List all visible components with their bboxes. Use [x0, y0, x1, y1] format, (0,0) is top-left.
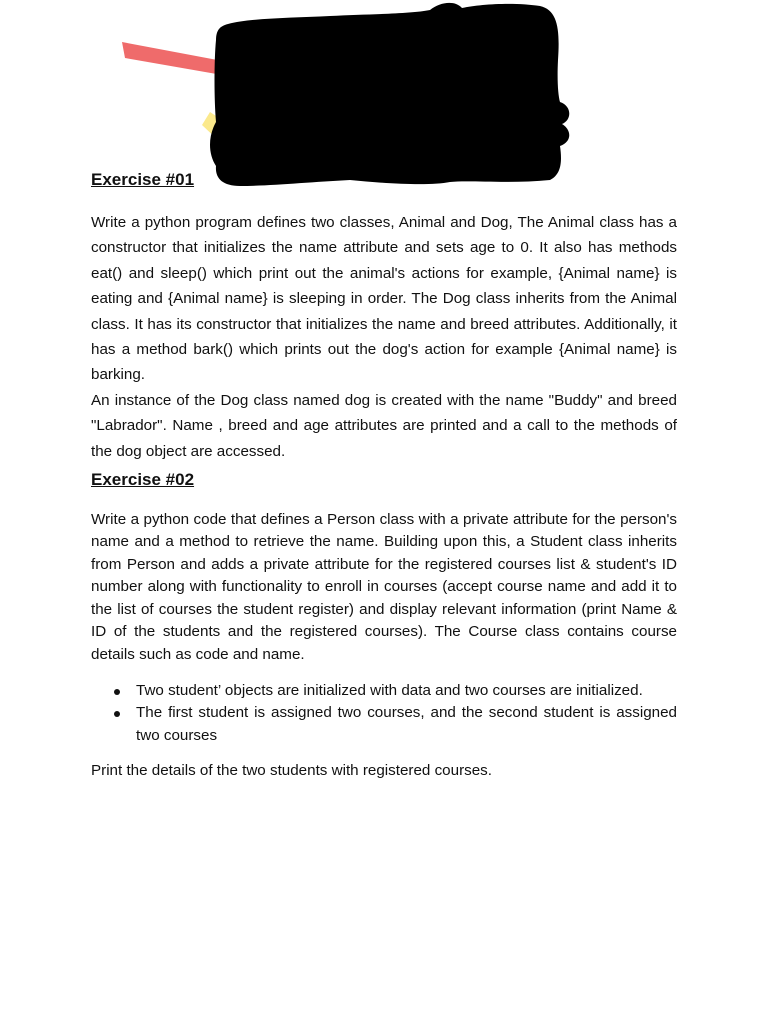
document-content	[91, 168, 677, 783]
redaction-block	[210, 3, 569, 186]
exercise-1-paragraph-2: An instance of the Dog class named dog is created with the name "Buddy" and breed "Labrador". Name , breed and age attributes are printed and a call to the methods of the dog object are accessed.	[91, 391, 677, 460]
list-item	[91, 680, 677, 702]
list-item	[91, 702, 677, 747]
exercise-2-heading: Exercise #02	[91, 470, 195, 490]
bullet-icon	[114, 711, 120, 717]
bullet-icon	[114, 689, 120, 695]
exercise-1-heading: Exercise #01	[91, 170, 195, 189]
requirements-list	[91, 680, 677, 747]
list-item-text: Two student’ objects are initialized with data and two courses are initialized.	[136, 681, 643, 699]
list-item-text: The first student is assigned two courses, and the second student is assigned two courses	[136, 704, 677, 744]
closing-instruction: Print the details of the two students with registered courses.	[91, 762, 492, 780]
exercise-1-paragraph: Write a python program defines two classes, Animal and Dog, The Animal class has a constructor that initializes the name attribute and sets age to 0. It also has methods eat() and sleep() which print out the animal's actions for example, {Animal name} is eating and {Animal name} is sleeping in order. The Dog class inherits from the Animal class. It has its constructor that initializes the name and breed attributes. Additionally, it has a method bark() which prints out the dog's action for example {Animal name} is barking.	[91, 214, 677, 384]
red-stripe-decoration	[122, 42, 228, 76]
header-graphic	[110, 0, 580, 195]
exercise-2-paragraph: Write a python code that defines a Person class with a private attribute for the person's name and a method to retrieve the name. Building upon this, a Student class inherits from Person and adds a private attribute for the registered courses list & student's ID number along with functionality to enroll in courses (accept course name and add it to the list of courses the student register) and display relevant information (print Name & ID of the students and the registered courses). The Course class contains course details such as code and name.	[91, 511, 677, 663]
